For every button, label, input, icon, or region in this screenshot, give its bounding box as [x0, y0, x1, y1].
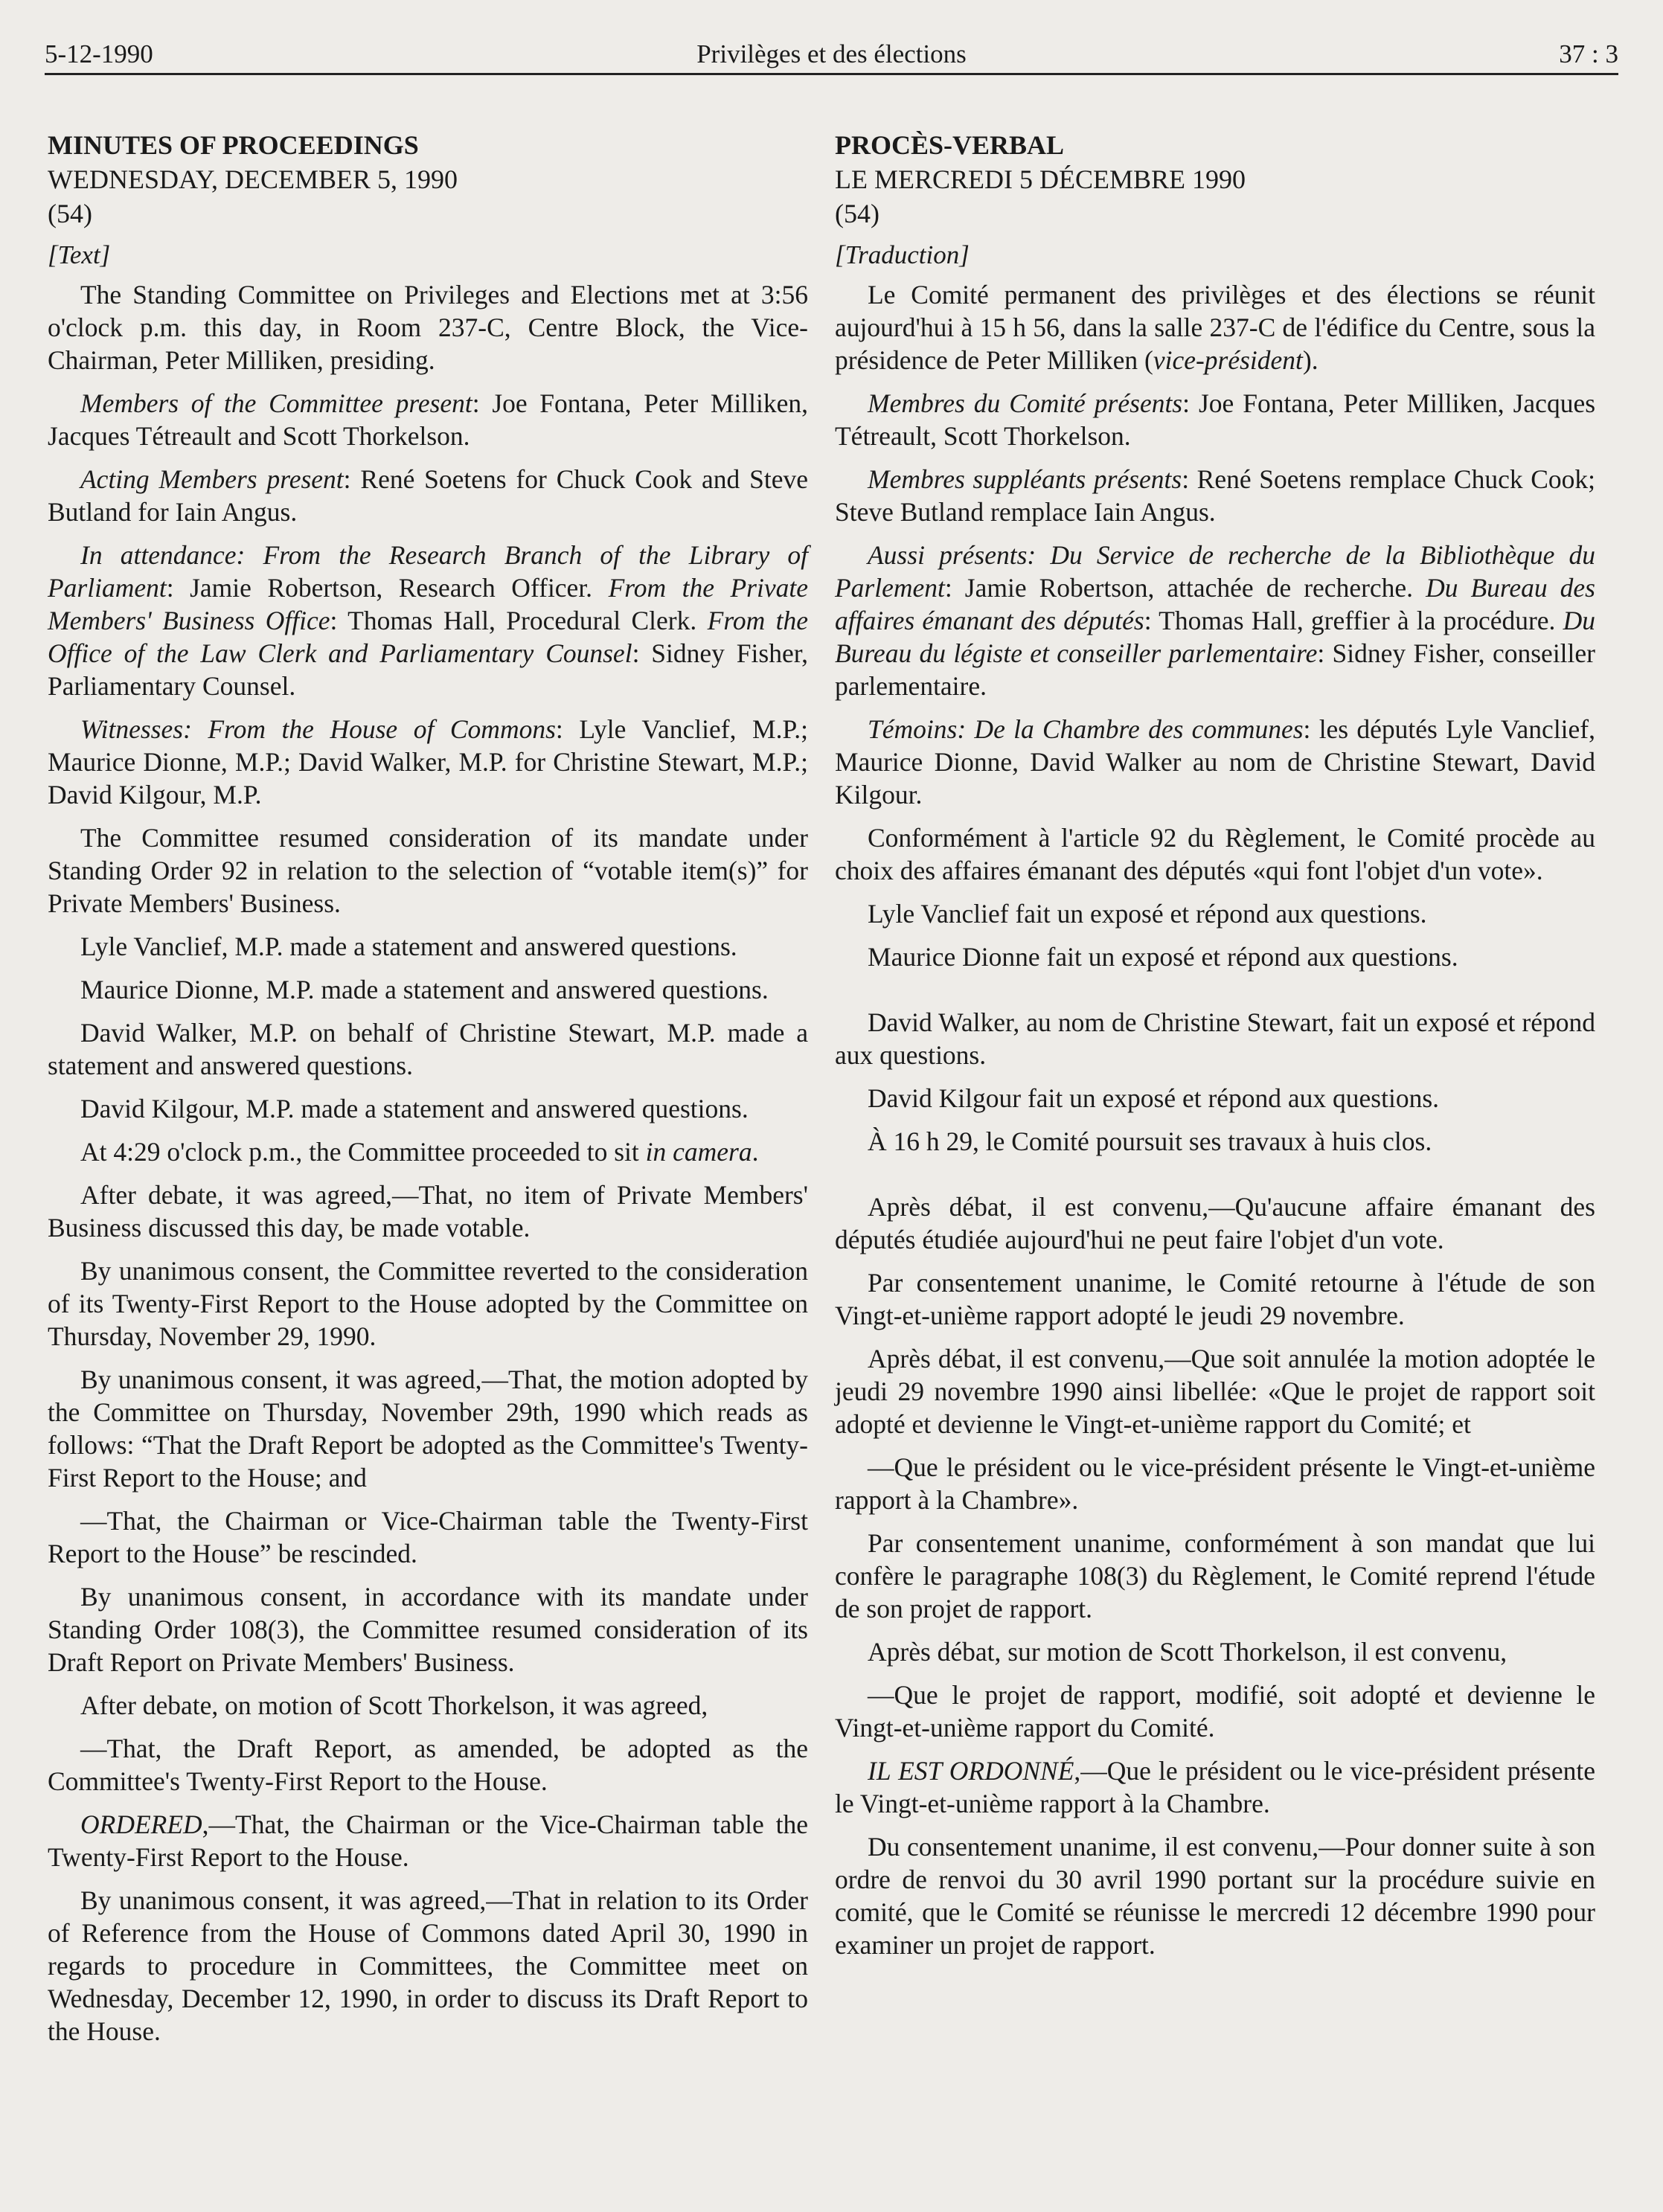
en-motion-thorkelson: After debate, on motion of Scott Thorkelson, it was agreed, — [80, 1690, 708, 1720]
en-debate-votable: After debate, it was agreed,—That, no item of Private Members' Business discussed this day, be made votable. — [48, 1180, 808, 1243]
en-unanimous-reverted: By unanimous consent, the Committee reverted to the consideration of its Twenty-First Report to the House adopted by the Committee on Thursday, November 29, 1990. — [48, 1256, 808, 1351]
fr-statement-vanclief: Lyle Vanclief fait un exposé et répond aux questions. — [868, 899, 1427, 929]
fr-in-camera: À 16 h 29, le Comité poursuit ses travaux à huis clos. — [868, 1126, 1432, 1156]
en-sitting-number: (54) — [48, 199, 92, 228]
fr-opening-paragraph: Le Comité permanent des privilèges et des élections se réunit aujourd'hui à 15 h 56, dans la salle 237-C de l'édifice du Centre, sous la présidence de Peter Milliken (vice-président). — [835, 280, 1595, 375]
fr-ordered: IL EST ORDONNÉ,—Que le président ou le vice-président présente le Vingt-et-unième rapport à la Chambre. — [835, 1756, 1595, 1818]
fr-in-attendance: Aussi présents: Du Service de recherche de la Bibliothèque du Parlement: Jamie Robertson, attachée de recherche. Du Bureau des affaires émanant des députés: Thomas Hall, greffier à la procédure. Du Bureau du légiste et conseiller parlementaire: Sidney Fisher, conseiller parlementaire. — [835, 540, 1596, 701]
fr-date: LE MERCREDI 5 DÉCEMBRE 1990 — [835, 164, 1246, 194]
fr-statement-kilgour: David Kilgour fait un exposé et répond aux questions. — [868, 1083, 1440, 1113]
fr-unanimous-standing-order: Par consentement unanime, conformément à son mandat que lui confère le paragraphe 108(3) du Règlement, le Comité reprend l'étude de son projet de rapport. — [835, 1528, 1595, 1623]
header-page-number: 37 : 3 — [1559, 39, 1618, 68]
fr-draft-adopted: —Que le projet de rapport, modifié, soit adopté et devienne le Vingt-et-unième rapport du Comité. — [835, 1680, 1595, 1743]
en-statement-dionne: Maurice Dionne, M.P. made a statement and answered questions. — [80, 975, 769, 1004]
en-unanimous-standing-order: By unanimous consent, in accordance with its mandate under Standing Order 108(3), the Committee resumed consideration of its Draft Report on Private Members' Business. — [48, 1582, 808, 1677]
fr-statement-walker: David Walker, au nom de Christine Stewart, fait un exposé et répond aux questions. — [835, 1007, 1595, 1070]
en-chairman-table-rescinded: —That, the Chairman or Vice-Chairman table the Twenty-First Report to the House” be rescinded. — [48, 1506, 808, 1568]
en-statement-walker: David Walker, M.P. on behalf of Christine Stewart, M.P. made a statement and answered questions. — [48, 1018, 808, 1080]
en-heading: MINUTES OF PROCEEDINGS — [48, 130, 419, 160]
en-ordered: ORDERED,—That, the Chairman or the Vice-Chairman table the Twenty-First Report to the House. — [48, 1809, 808, 1872]
running-header — [45, 36, 1618, 73]
fr-unanimous-motion: Après débat, il est convenu,—Que soit annulée la motion adoptée le jeudi 29 novembre 1990 ainsi libellée: «Que le projet de rapport soit adopté et devienne le Vingt-et-unième rapport du Comité; et — [835, 1344, 1595, 1439]
fr-debate-votable: Après débat, il est convenu,—Qu'aucune affaire émanant des députés étudiée aujourd'hui ne peut faire l'objet d'un vote. — [835, 1192, 1595, 1254]
fr-unanimous-reverted: Par consentement unanime, le Comité retourne à l'étude de son Vingt-et-unième rapport adopté le jeudi 29 novembre. — [835, 1268, 1595, 1330]
fr-statement-dionne: Maurice Dionne fait un exposé et répond aux questions. — [868, 942, 1458, 972]
header-date: 5-12-1990 — [45, 39, 153, 68]
fr-heading: PROCÈS-VERBAL — [835, 130, 1065, 160]
fr-acting-members: Membres suppléants présents: René Soetens remplace Chuck Cook; Steve Butland remplace Iain Angus. — [835, 464, 1595, 527]
en-next-meeting: By unanimous consent, it was agreed,—That in relation to its Order of Reference from the House of Commons dated April 30, 1990 in regards to procedure in Committees, the Committee meet on Wednesday, December 12, 1990, in order to discuss its Draft Report to the House. — [48, 1885, 808, 2046]
french-column — [835, 128, 1595, 1972]
fr-resumed-consideration: Conformément à l'article 92 du Règlement, le Comité procède au choix des affaires émanant des députés «qui font l'objet d'un vote». — [835, 823, 1595, 885]
en-unanimous-motion: By unanimous consent, it was agreed,—That, the motion adopted by the Committee on Thursday, November 29th, 1990 which reads as follows: “That the Draft Report be adopted as the Committee's Twenty-First Report to the House; and — [48, 1365, 808, 1493]
en-statement-vanclief: Lyle Vanclief, M.P. made a statement and answered questions. — [80, 932, 737, 961]
header-rule — [45, 73, 1618, 75]
fr-motion-thorkelson: Après débat, sur motion de Scott Thorkelson, il est convenu, — [868, 1637, 1507, 1667]
header-title: Privilèges et des élections — [696, 39, 967, 68]
english-column — [48, 128, 808, 2058]
en-resumed-consideration: The Committee resumed consideration of its mandate under Standing Order 92 in relation to the selection of “votable item(s)” for Private Members' Business. — [48, 823, 808, 918]
fr-members-present: Membres du Comité présents: Joe Fontana, Peter Milliken, Jacques Tétreault, Scott Thorkelson. — [835, 388, 1596, 451]
en-text-tag: [Text] — [48, 240, 111, 269]
en-draft-adopted: —That, the Draft Report, as amended, be adopted as the Committee's Twenty-First Report to the House. — [48, 1734, 808, 1796]
fr-next-meeting: Du consentement unanime, il est convenu,—Pour donner suite à son ordre de renvoi du 30 avril 1990 portant sur la procédure suivie en comité, que le Comité se réunisse le mercredi 12 décembre 1990 pour examiner un projet de rapport. — [835, 1832, 1595, 1960]
en-opening-paragraph: The Standing Committee on Privileges and Elections met at 3:56 o'clock p.m. this day, in Room 237-C, Centre Block, the Vice-Chairman, Peter Milliken, presiding. — [48, 280, 808, 375]
en-members-present: Members of the Committee present: Joe Fontana, Peter Milliken, Jacques Tétreault and Scott Thorkelson. — [48, 388, 808, 451]
fr-witnesses: Témoins: De la Chambre des communes: les députés Lyle Vanclief, Maurice Dionne, David Walker au nom de Christine Stewart, David Kilgour. — [835, 714, 1595, 810]
en-in-camera: At 4:29 o'clock p.m., the Committee proceeded to sit in camera. — [80, 1137, 759, 1167]
en-statement-kilgour: David Kilgour, M.P. made a statement and answered questions. — [80, 1094, 749, 1123]
fr-chairman-table-rescinded: —Que le président ou le vice-président présente le Vingt-et-unième rapport à la Chambre». — [835, 1452, 1595, 1515]
fr-sitting-number: (54) — [835, 199, 879, 228]
en-date: WEDNESDAY, DECEMBER 5, 1990 — [48, 164, 458, 194]
en-in-attendance: In attendance: From the Research Branch of the Library of Parliament: Jamie Robertson, Research Officer. From the Private Members' Business Office: Thomas Hall, Procedural Clerk. From the Office of the Law Clerk and Parliamentary Counsel: Sidney Fisher, Parliamentary Counsel. — [48, 540, 808, 701]
en-witnesses: Witnesses: From the House of Commons: Lyle Vanclief, M.P.; Maurice Dionne, M.P.; David Walker, M.P. for Christine Stewart, M.P.; David Kilgour, M.P. — [48, 714, 808, 810]
fr-translation-tag: [Traduction] — [835, 240, 970, 269]
en-acting-members: Acting Members present: René Soetens for Chuck Cook and Steve Butland for Iain Angus. — [48, 464, 808, 527]
